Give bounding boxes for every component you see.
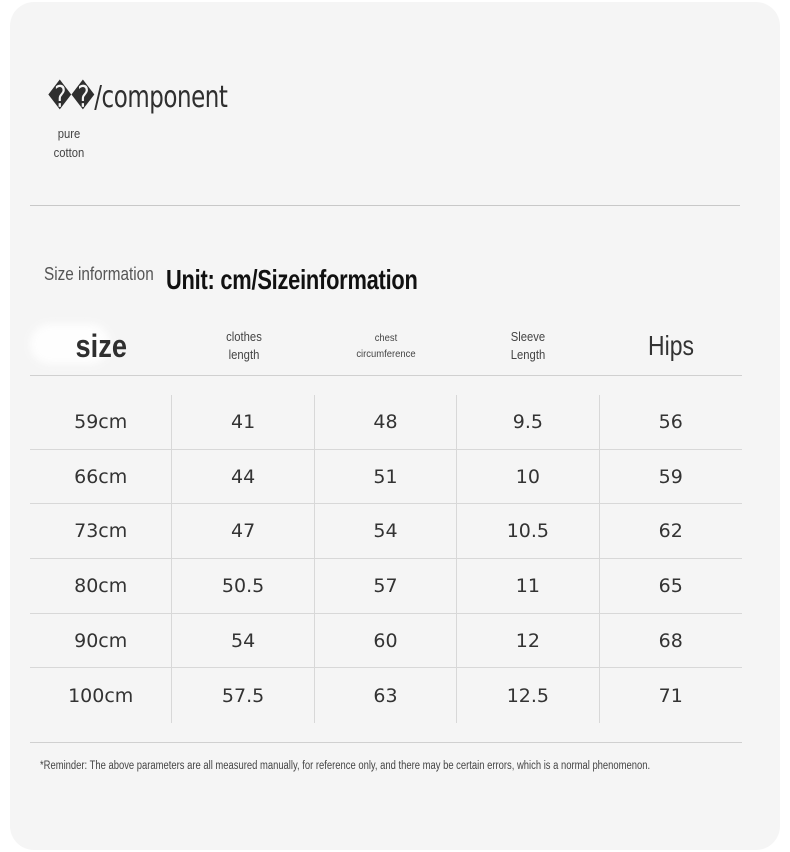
- cell-clothes-length: 57.5: [172, 668, 314, 723]
- cell-hips: 62: [658, 520, 683, 543]
- component-value: pure cotton: [53, 127, 85, 160]
- header-size: [30, 318, 172, 374]
- cell-size: 90cm: [30, 614, 172, 668]
- table-row: [30, 614, 742, 669]
- table-row: [30, 395, 742, 450]
- reminder-note: *Reminder: The above parameters are all measured manually, for reference only, and there may be certain errors, which is a normal phenomenon.: [40, 760, 651, 772]
- cell-chest: 48: [315, 395, 457, 449]
- cell-chest: 54: [315, 504, 457, 558]
- cell-sleeve: 12.5: [457, 668, 599, 723]
- cell-hips: 68: [658, 629, 683, 652]
- cell-chest: 63: [315, 668, 457, 723]
- header-hips: [600, 318, 742, 374]
- component-title: ��/component: [48, 80, 228, 115]
- table-row: [30, 450, 742, 505]
- header-chest-label: chest circumference: [356, 332, 416, 360]
- cell-size: 73cm: [30, 504, 172, 558]
- cell-sleeve: 10: [457, 450, 599, 504]
- cell-sleeve: 10.5: [457, 504, 599, 558]
- cell-clothes-length: 47: [172, 504, 314, 558]
- header-chest-circumference: [315, 318, 457, 374]
- table-row: [30, 504, 742, 559]
- cell-clothes-length: 44: [172, 450, 314, 504]
- header-clothes-length: [172, 318, 314, 374]
- cell-clothes-length: 41: [172, 395, 314, 449]
- cell-clothes-length: 50.5: [172, 559, 314, 613]
- cell-sleeve: 9.5: [457, 395, 599, 449]
- table-row: [30, 668, 742, 723]
- cell-chest: 57: [315, 559, 457, 613]
- table-row: [30, 559, 742, 614]
- cell-sleeve: 11: [457, 559, 599, 613]
- cell-size: 80cm: [30, 559, 172, 613]
- cell-hips: 71: [658, 684, 683, 707]
- section-divider: [30, 205, 740, 206]
- header-sleeve-label: Sleeve Length: [511, 330, 546, 362]
- footer-divider: [30, 742, 742, 743]
- header-divider: [30, 375, 742, 376]
- header-sleeve-length: [457, 318, 599, 374]
- cell-clothes-length: 54: [172, 614, 314, 668]
- unit-label: Unit: cm/Sizeinformation: [166, 264, 418, 295]
- cell-sleeve: 12: [457, 614, 599, 668]
- header-clothes-length-label: clothes length: [225, 330, 262, 362]
- header-size-label: size: [75, 327, 127, 364]
- cell-hips: 59: [658, 465, 683, 488]
- cell-size: 66cm: [30, 450, 172, 504]
- size-information-label: Size information: [44, 264, 154, 284]
- cell-chest: 51: [315, 450, 457, 504]
- cell-hips: 65: [658, 574, 683, 597]
- cell-hips: 56: [658, 410, 683, 433]
- header-hips-label: Hips: [647, 330, 694, 361]
- table-header: [30, 318, 742, 374]
- cell-chest: 60: [315, 614, 457, 668]
- cell-size: 59cm: [30, 395, 172, 449]
- cell-size: 100cm: [30, 668, 172, 723]
- size-table: [30, 395, 742, 723]
